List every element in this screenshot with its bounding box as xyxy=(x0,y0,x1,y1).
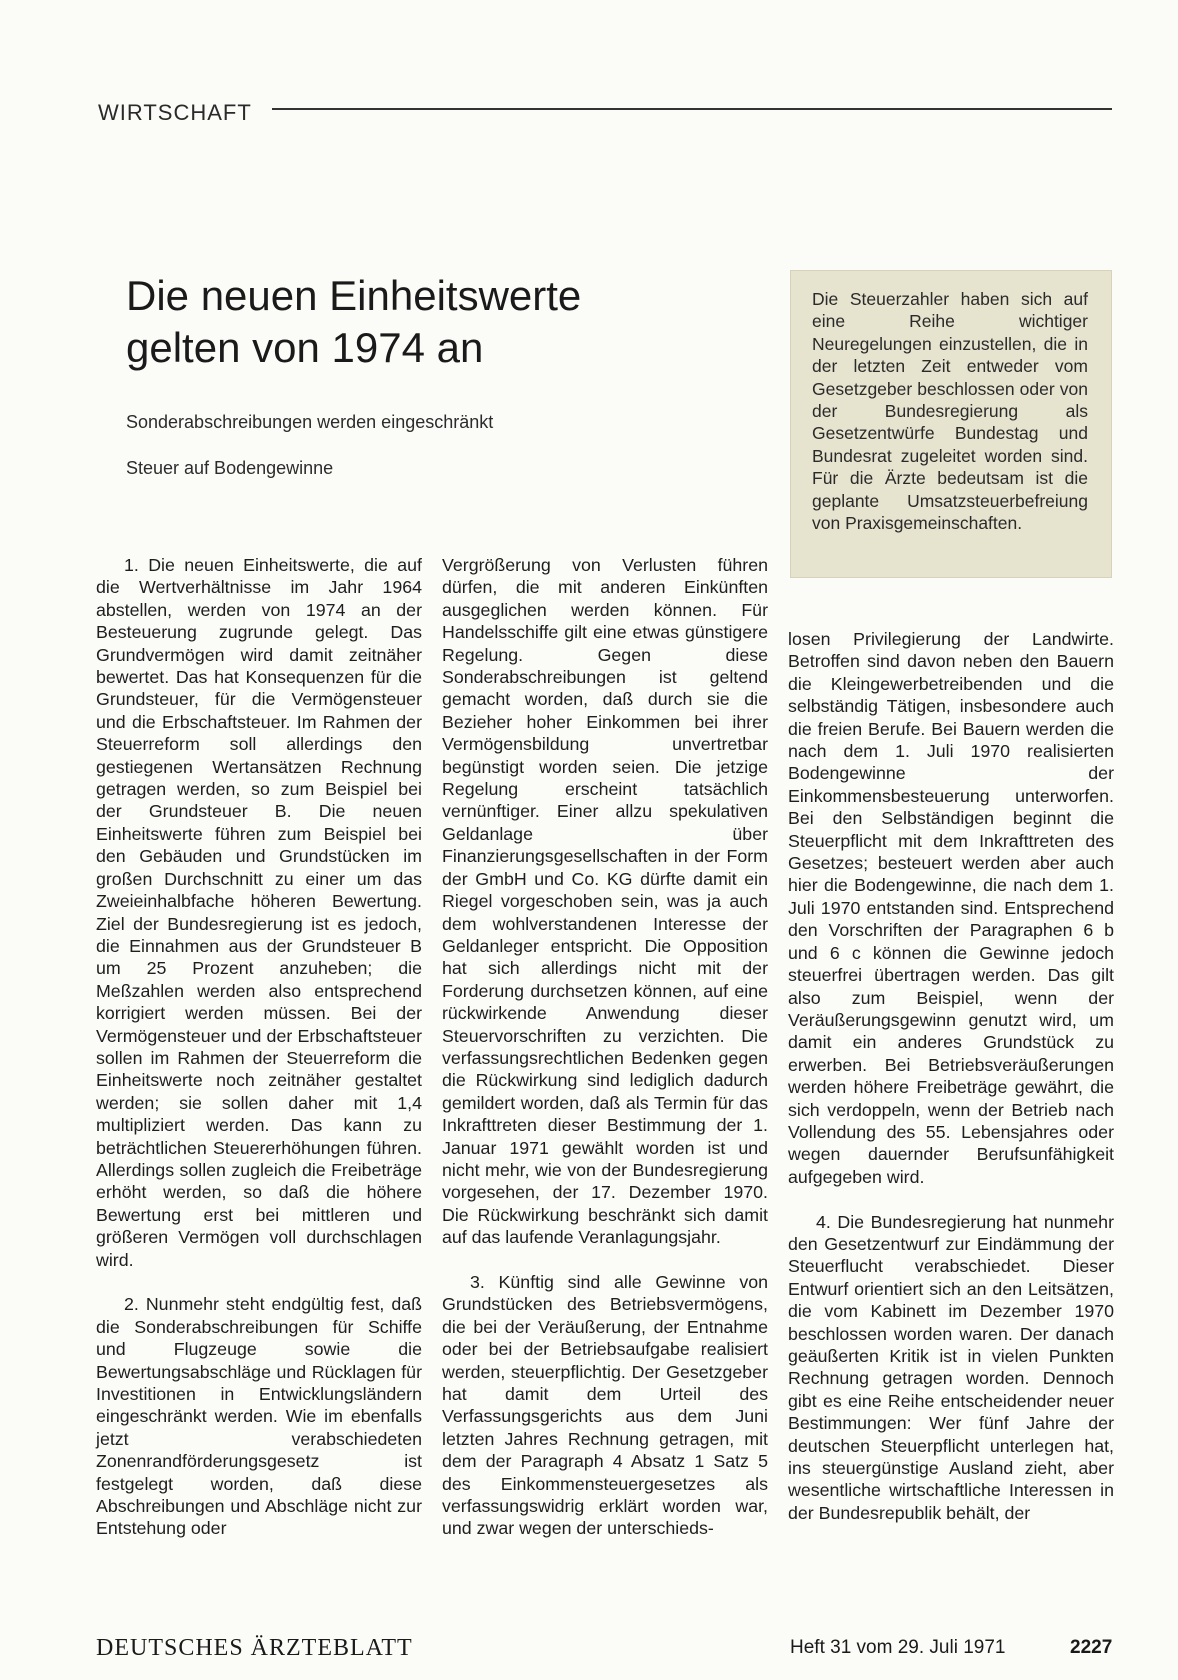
column-1 xyxy=(96,554,422,1540)
teaser-text: Die Steuerzahler haben sich auf eine Reihe wichtiger Neuregelungen einzustellen, die in der letzten Zeit entweder vom Gesetzgeber beschlossen oder von der Bundesregierung als Gesetzentwürfe Bundestag und Bundesrat zugeleitet worden sind. Für die Ärzte bedeutsam ist die geplante Umsatzsteuerbefreiung von Praxisgemeinschaften. xyxy=(812,289,1088,534)
footer-page-number: 2227 xyxy=(1070,1637,1113,1658)
teaser-box xyxy=(790,270,1112,578)
paragraph-2: 2. Nunmehr steht endgültig fest, daß die Sonderabschreibungen für Schiffe und Flugzeuge sowie die Bewertungsabschläge und Rücklagen für Investitionen in Entwicklungsländern eingeschränkt werden. Wie im ebenfalls jetzt verabschiedeten Zonenrandförderungsgesetz ist festgelegt worden, daß diese Abschreibungen und Abschläge nicht zur Entstehung oder xyxy=(96,1294,422,1539)
paragraph-2-continued: Vergrößerung von Verlusten führen dürfen, die mit anderen Einkünften ausgeglichen werden können. Für Handelsschiffe gilt eine etwas günstigere Regelung. Gegen diese Sonderabschreibungen ist geltend gemacht worden, daß durch sie die Bezieher hoher Einkommen bei ihrer Vermögensbildung unvertretbar begünstigt worden seien. Die jetzige Regelung erscheint tatsächlich vernünftiger. Einer allzu spekulativen Geldanlage über Finanzierungsgesellschaften in der Form der GmbH und Co. KG dürfte damit ein Riegel vorgeschoben sein, was ja auch dem wohlverstandenen Interesse der Geldanleger entspricht. Die Opposition hat sich allerdings nicht mit der Forderung durchsetzen können, auf eine rückwirkende Anwendung dieser Steuervorschriften zu verzichten. Die verfassungsrechtlichen Bedenken gegen die Rückwirkung sind lediglich dadurch gemildert worden, daß als Termin für das Inkrafttreten dieser Bestimmung der 1. Januar 1971 gewählt worden ist und nicht mehr, wie von der Bundesregierung vorgesehen, der 17. Dezember 1970. Die Rückwirkung beschränkt sich damit auf das laufende Veranlagungsjahr. xyxy=(442,555,768,1248)
section-label: WIRTSCHAFT xyxy=(98,100,252,125)
section-rule xyxy=(272,108,1112,110)
headline: Die neuen Einheitswerte gelten von 1974 an xyxy=(126,272,582,371)
column-3 xyxy=(788,628,1114,1524)
footer-journal-name: DEUTSCHES ÄRZTEBLATT xyxy=(96,1635,413,1661)
paragraph-3: 3. Künftig sind alle Gewinne von Grundstücken des Betriebsvermögens, die bei der Veräußerung, der Entnahme oder bei der Betriebsaufgabe realisiert werden, steuerpflichtig. Der Gesetzgeber hat damit dem Urteil des Verfassungsgerichts aus dem Juni letzten Jahres Rechnung getragen, mit dem der Paragraph 4 Absatz 1 Satz 5 des Einkommensteuergesetzes als verfassungswidrig erklärt worden war, und zwar wegen der unterschieds- xyxy=(442,1271,768,1539)
footer-issue: Heft 31 vom 29. Juli 1971 xyxy=(790,1637,1006,1658)
paragraph-4: 4. Die Bundesregierung hat nunmehr den Gesetzentwurf zur Eindämmung der Steuerflucht verabschiedet. Dieser Entwurf orientiert sich an den Leitsätzen, die vom Kabinett im Dezember 1970 beschlossen worden waren. Der danach geäußerten Kritik ist in vielen Punkten Rechnung getragen worden. Dennoch gibt es eine Reihe entscheidender neuer Bestimmungen: Wer fünf Jahre der deutschen Steuerpflicht unterlegen hat, ins steuergünstige Ausland zieht, aber wesentliche wirtschaftliche Interessen in der Bundesrepublik behält, der xyxy=(788,1211,1114,1523)
column-2 xyxy=(442,554,768,1540)
subheadline-1: Sonderabschreibungen werden eingeschränkt xyxy=(126,412,494,432)
paragraph-3-continued: losen Privilegierung der Landwirte. Betroffen sind davon neben den Bauern die Kleingewerbetreibenden und die selbständig Tätigen, insbesondere auch die freien Berufe. Bei Bauern werden die nach dem 1. Juli 1970 realisierten Bodengewinne der Einkommensbesteuerung unterworfen. Bei den Selbständigen beginnt die Steuerpflicht mit dem Inkrafttreten des Gesetzes; besteuert werden aber auch hier die Bodengewinne, die nach dem 1. Juli 1970 entstanden sind. Entsprechend den Vorschriften der Paragraphen 6 b und 6 c können die Gewinne jedoch steuerfrei übertragen werden. Das gilt also zum Beispiel, wenn der Veräußerungsgewinn genutzt wird, um damit ein anderes Grundstück zu erwerben. Bei Betriebsveräußerungen werden höhere Freibeträge gewährt, die sich verdoppeln, wenn der Betrieb nach Vollendung des 55. Lebensjahres oder wegen dauernder Berufsunfähigkeit aufgegeben wird. xyxy=(788,629,1114,1187)
subheadline-2: Steuer auf Bodengewinne xyxy=(126,458,334,478)
paragraph-1: 1. Die neuen Einheitswerte, die auf die Wertverhältnisse im Jahr 1964 abstellen, werden von 1974 an der Besteuerung zugrunde gelegt. Das Grundvermögen wird damit zeitnäher bewertet. Das hat Konsequenzen für die Grundsteuer, für die Vermögensteuer und die Erbschaftsteuer. Im Rahmen der Steuerreform soll allerdings den gestiegenen Wertansätzen Rechnung getragen werden, so zum Beispiel bei der Grundsteuer B. Die neuen Einheitswerte führen zum Beispiel bei den Gebäuden und Grundstücken im großen Durchschnitt zu einer um das Zweieinhalbfache höheren Bewertung. Ziel der Bundesregierung ist es jedoch, die Einnahmen aus der Grundsteuer B um 25 Prozent anzuheben; die Meßzahlen werden also entsprechend korrigiert werden müssen. Bei der Vermögensteuer und der Erbschaftsteuer sollen im Rahmen der Steuerreform die Einheitswerte noch zeitnäher gestaltet werden; sie sollen daher mit 1,4 multipliziert werden. Das kann zu beträchtlichen Steuererhöhungen führen. Allerdings sollen zugleich die Freibeträge erhöht werden, so daß die höhere Bewertung erst bei mittleren und größeren Vermögen voll durchschlagen wird. xyxy=(96,555,422,1270)
